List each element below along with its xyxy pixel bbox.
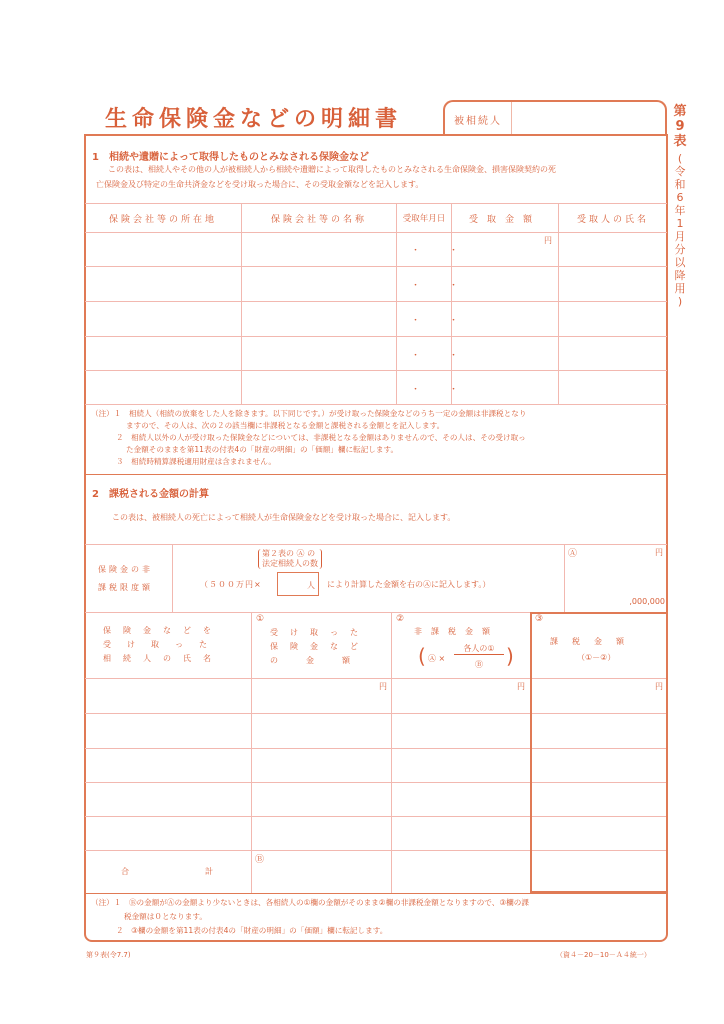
heirs-count-input[interactable] xyxy=(277,572,319,596)
limit-label-1: 保険金の非 xyxy=(98,565,153,574)
paren-right: ) xyxy=(506,644,514,668)
bracket-line-1: 第２表の Ⓐ の xyxy=(262,549,316,558)
received-cell[interactable] xyxy=(252,679,391,713)
received-cell[interactable] xyxy=(252,714,391,748)
amount-cell[interactable] xyxy=(452,267,558,301)
received-cell[interactable] xyxy=(252,817,391,850)
note1-2: ２ 相続人以外の人が受け取った保険金などについては、非課税となる金額はありませんので、その人は、その受け取っ xyxy=(116,433,526,442)
limit-label-2: 課税限度額 xyxy=(98,583,153,592)
address-cell[interactable] xyxy=(85,267,241,301)
yen-unit: 円 xyxy=(655,548,663,557)
col-header-nontaxable: ② 非課税金額 ( Ⓐ × 各人の① Ⓑ ) xyxy=(396,614,514,669)
decedent-input[interactable] xyxy=(512,102,665,136)
nontaxable-cell[interactable] xyxy=(392,679,530,713)
bracket-line-2: 法定相続人の数 xyxy=(262,559,318,568)
nontaxable-limit-input[interactable] xyxy=(565,545,667,612)
amount-cell[interactable] xyxy=(452,302,558,336)
company-cell[interactable] xyxy=(242,371,396,404)
section1-description-2: 亡保険金及び特定の生命共済金などを受け取った場合に、その受取金額などを記入します。 xyxy=(96,180,424,189)
address-cell[interactable] xyxy=(85,302,241,336)
date-cell[interactable]: ・ ・ xyxy=(411,316,469,326)
recipient-cell[interactable] xyxy=(559,337,667,370)
limit-value: ,000,000 xyxy=(629,597,665,606)
marker-1: ① xyxy=(256,614,265,624)
note2-1-cont: 税金額は０となります。 xyxy=(124,912,207,921)
date-cell[interactable]: ・ ・ xyxy=(411,246,469,256)
date-cell[interactable]: ・ ・ xyxy=(411,281,469,291)
company-cell[interactable] xyxy=(242,302,396,336)
total-nontaxable-cell[interactable] xyxy=(392,851,530,893)
note1-1-cont: ますので、その人は、次の２の該当欄に非課税となる金額と課税される金額とを記入します。 xyxy=(126,421,445,430)
received-cell[interactable] xyxy=(252,783,391,816)
heir-name-cell[interactable] xyxy=(85,714,251,748)
yen-unit: 円 xyxy=(544,236,552,245)
section2-title: 2 課税される金額の計算 xyxy=(92,489,209,500)
formula-suffix: により計算した金額を右のⒶに記入します。） xyxy=(327,580,491,589)
decedent-label: 被相続人 xyxy=(445,102,512,136)
form-number: 第 9 表 xyxy=(673,104,687,149)
note1-1: （注）１ 相続人（相続の放棄をした人を除きます。以下同じです。）が受け取った保険金などのうち一定の金額は非課税となり xyxy=(91,409,527,418)
recipient-cell[interactable] xyxy=(559,267,667,301)
col-header-address: 保険会社等の所在地 xyxy=(108,214,217,225)
col-header-company: 保険会社等の名称 xyxy=(270,214,367,225)
amount-cell[interactable] xyxy=(452,371,558,404)
total-received-cell[interactable] xyxy=(252,851,391,893)
formula-prefix: （５００万円× xyxy=(200,580,262,589)
col-header-recipient: 受取人の氏名 xyxy=(576,214,649,225)
taxable-cell[interactable] xyxy=(532,783,666,816)
nontaxable-cell[interactable] xyxy=(392,714,530,748)
person-unit: 人 xyxy=(307,581,315,590)
taxable-cell[interactable] xyxy=(532,714,666,748)
marker-a: Ⓐ xyxy=(568,549,578,559)
heir-name-cell[interactable] xyxy=(85,783,251,816)
section1-description-1: この表は、相続人やその他の人が被相続人から相続や遺贈によって取得したものとみなされる生命保険金、損害保険契約の死 xyxy=(108,165,556,174)
col-header-amount: 受取金額 xyxy=(468,214,541,225)
nontaxable-cell[interactable] xyxy=(392,783,530,816)
note2-1: （注）１ Ⓑの金額がⒶの金額より少ないときは、各相続人の①欄の金額がそのまま②欄の非課税金額となりますので、③欄の課 xyxy=(91,898,529,907)
decedent-box xyxy=(443,100,667,136)
note1-2-cont: た金額そのままを第11表の付表4の「財産の明細」の「価額」欄に転記します。 xyxy=(126,445,399,454)
side-label xyxy=(672,104,688,308)
total-taxable-cell[interactable] xyxy=(532,851,666,891)
legal-heirs-bracket xyxy=(258,549,322,569)
nontaxable-cell[interactable] xyxy=(392,817,530,850)
date-cell[interactable]: ・ ・ xyxy=(411,351,469,361)
marker-3: ③ xyxy=(535,614,544,624)
company-cell[interactable] xyxy=(242,267,396,301)
company-cell[interactable] xyxy=(242,233,396,266)
date-cell[interactable]: ・ ・ xyxy=(411,385,469,395)
footer-right: （資４－20－10－Ａ４統一） xyxy=(556,951,651,959)
recipient-cell[interactable] xyxy=(559,233,667,266)
col-header-date: 受取年月日 xyxy=(402,214,446,224)
form-period: ( 令 和 6 年 1 月 分 以 降 用 ) xyxy=(674,152,686,308)
address-cell[interactable] xyxy=(85,371,241,404)
total-label-right: 計 xyxy=(205,867,213,876)
note2-2: ２ ③欄の金額を第11表の付表4の「財産の明細」の「価額」欄に転記します。 xyxy=(116,926,388,935)
note1-3: ３ 相続時精算課税適用財産は含まれません。 xyxy=(116,457,276,466)
marker-2: ② xyxy=(396,614,405,624)
col-header-received: ① 受け取った 保険金など の 金 額 xyxy=(256,614,370,665)
section2-description: この表は、被相続人の死亡によって相続人が生命保険金などを受け取った場合に、記入します。 xyxy=(112,513,456,522)
yen-unit: 円 xyxy=(379,682,387,691)
received-cell[interactable] xyxy=(252,749,391,782)
nontaxable-cell[interactable] xyxy=(392,749,530,782)
recipient-cell[interactable] xyxy=(559,302,667,336)
marker-b: Ⓑ xyxy=(255,855,265,865)
recipient-cell[interactable] xyxy=(559,371,667,404)
section1-title: 1 相続や遺贈によって取得したものとみなされる保険金など xyxy=(92,152,369,163)
taxable-cell[interactable] xyxy=(532,749,666,782)
col-header-taxable: ③ 課税金額 （①－②） xyxy=(535,614,638,662)
yen-unit: 円 xyxy=(517,682,525,691)
address-cell[interactable] xyxy=(85,233,241,266)
amount-cell[interactable] xyxy=(452,233,558,266)
col-header-heir-name: 保険金などを 受け取った 相続人の氏名 xyxy=(103,626,223,663)
heir-name-cell[interactable] xyxy=(85,679,251,713)
taxable-cell[interactable] xyxy=(532,817,666,850)
footer-left: 第９表(令7.7) xyxy=(86,951,131,959)
total-label-left: 合 xyxy=(121,867,129,876)
taxable-cell[interactable] xyxy=(532,679,666,713)
company-cell[interactable] xyxy=(242,337,396,370)
amount-cell[interactable] xyxy=(452,337,558,370)
address-cell[interactable] xyxy=(85,337,241,370)
form-title: 生命保険金などの明細書 xyxy=(105,107,403,132)
paren-left: ( xyxy=(418,644,426,668)
yen-unit: 円 xyxy=(655,682,663,691)
heir-name-cell[interactable] xyxy=(85,817,251,850)
heir-name-cell[interactable] xyxy=(85,749,251,782)
